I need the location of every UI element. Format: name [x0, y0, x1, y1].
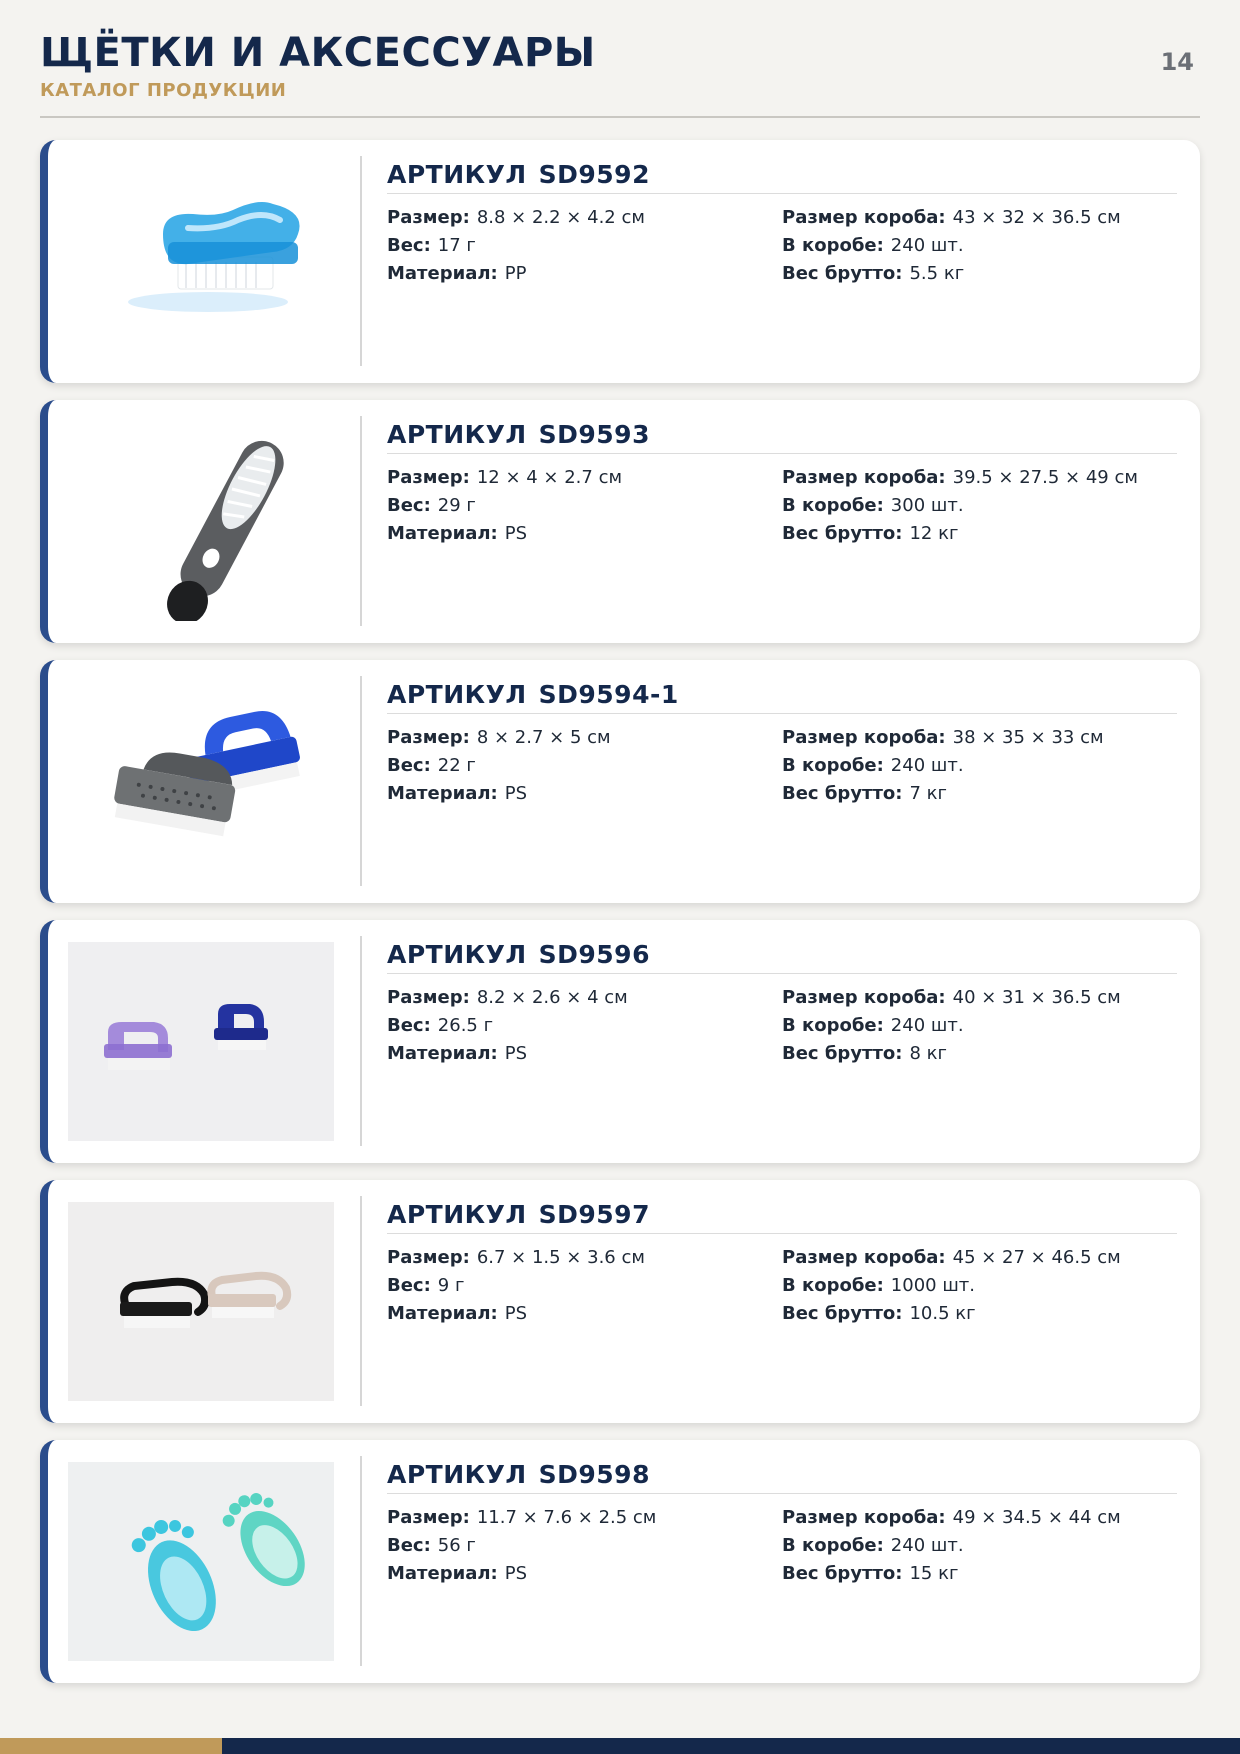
spec-box-size: Размер короба: 40 × 31 × 36.5 см [782, 987, 1121, 1008]
footer-bar-navy [222, 1738, 1240, 1754]
card-divider [360, 156, 362, 366]
product-card [40, 1440, 1200, 1683]
footer-bar-gold [0, 1738, 222, 1754]
product-card [40, 400, 1200, 643]
spec-size: Размер: 12 × 4 × 2.7 см [387, 467, 623, 488]
spec-box-size: Размер короба: 49 × 34.5 × 44 см [782, 1507, 1121, 1528]
spec-material: Материал: PP [387, 263, 527, 284]
spec-in-box: В коробе: 240 шт. [782, 1535, 964, 1556]
specs [387, 204, 1177, 288]
spec-gross-weight: Вес брутто: 12 кг [782, 523, 959, 544]
card-divider [360, 416, 362, 626]
article-code: SD9592 [538, 160, 650, 189]
spec-box-size: Размер короба: 38 × 35 × 33 см [782, 727, 1104, 748]
spec-weight: Вес: 17 г [387, 235, 476, 256]
product-info [387, 676, 1177, 808]
spec-gross-weight: Вес брутто: 5.5 кг [782, 263, 965, 284]
specs [387, 724, 1177, 808]
card-divider [360, 676, 362, 886]
spec-size: Размер: 8 × 2.7 × 5 см [387, 727, 611, 748]
article-title [387, 416, 1177, 454]
product-photo-black-and-beige-hook-brushes [68, 1202, 334, 1401]
article-label: АРТИКУЛ [387, 1200, 527, 1229]
spec-in-box: В коробе: 1000 шт. [782, 1275, 976, 1296]
spec-weight: Вес: 29 г [387, 495, 476, 516]
spec-material: Материал: PS [387, 1043, 528, 1064]
spec-box-size: Размер короба: 43 × 32 × 36.5 см [782, 207, 1121, 228]
card-divider [360, 1456, 362, 1666]
card-divider [360, 936, 362, 1146]
spec-size: Размер: 6.7 × 1.5 × 3.6 см [387, 1247, 645, 1268]
specs [387, 1244, 1177, 1328]
product-info [387, 156, 1177, 288]
spec-size: Размер: 8.2 × 2.6 × 4 см [387, 987, 628, 1008]
article-title [387, 1196, 1177, 1234]
article-label: АРТИКУЛ [387, 680, 527, 709]
article-code: SD9598 [538, 1460, 650, 1489]
product-info [387, 936, 1177, 1068]
spec-size: Размер: 11.7 × 7.6 × 2.5 см [387, 1507, 657, 1528]
spec-weight: Вес: 56 г [387, 1535, 476, 1556]
spec-material: Материал: PS [387, 1303, 528, 1324]
article-code: SD9593 [538, 420, 650, 449]
article-code: SD9594-1 [538, 680, 679, 709]
product-card [40, 660, 1200, 903]
spec-material: Материал: PS [387, 1563, 528, 1584]
spec-weight: Вес: 9 г [387, 1275, 465, 1296]
page-header [40, 30, 1200, 118]
spec-in-box: В коробе: 240 шт. [782, 235, 964, 256]
spec-gross-weight: Вес брутто: 10.5 кг [782, 1303, 976, 1324]
spec-gross-weight: Вес брутто: 15 кг [782, 1563, 959, 1584]
product-photo-foot-shaped-brushes [68, 1462, 334, 1661]
product-info [387, 1456, 1177, 1588]
article-label: АРТИКУЛ [387, 420, 527, 449]
spec-material: Материал: PS [387, 783, 528, 804]
article-label: АРТИКУЛ [387, 160, 527, 189]
spec-box-size: Размер короба: 45 × 27 × 46.5 см [782, 1247, 1121, 1268]
article-title [387, 1456, 1177, 1494]
spec-weight: Вес: 26.5 г [387, 1015, 494, 1036]
spec-box-size: Размер короба: 39.5 × 27.5 × 49 см [782, 467, 1138, 488]
spec-gross-weight: Вес брутто: 7 кг [782, 783, 947, 804]
article-label: АРТИКУЛ [387, 1460, 527, 1489]
article-code: SD9597 [538, 1200, 650, 1229]
product-photo-blue-translucent-handle-brush [68, 162, 334, 361]
article-label: АРТИКУЛ [387, 940, 527, 969]
specs [387, 984, 1177, 1068]
card-divider [360, 1196, 362, 1406]
specs [387, 464, 1177, 548]
product-card [40, 140, 1200, 383]
page-title: ЩЁТКИ И АКСЕССУАРЫ [40, 30, 596, 76]
product-card [40, 920, 1200, 1163]
product-info [387, 1196, 1177, 1328]
spec-in-box: В коробе: 300 шт. [782, 495, 964, 516]
product-photo-grey-and-blue-handle-brushes [68, 682, 334, 881]
spec-in-box: В коробе: 240 шт. [782, 1015, 964, 1036]
article-title [387, 676, 1177, 714]
product-info [387, 416, 1177, 548]
article-code: SD9596 [538, 940, 650, 969]
spec-material: Материал: PS [387, 523, 528, 544]
spec-size: Размер: 8.8 × 2.2 × 4.2 см [387, 207, 645, 228]
product-card [40, 1180, 1200, 1423]
product-photo-grey-oval-brush [68, 422, 334, 621]
product-list [40, 140, 1200, 1700]
spec-in-box: В коробе: 240 шт. [782, 755, 964, 776]
page-number: 14 [1160, 48, 1194, 76]
product-photo-purple-and-navy-hook-brushes [68, 942, 334, 1141]
spec-weight: Вес: 22 г [387, 755, 476, 776]
article-title [387, 156, 1177, 194]
page-subtitle: КАТАЛОГ ПРОДУКЦИИ [40, 80, 287, 101]
specs [387, 1504, 1177, 1588]
article-title [387, 936, 1177, 974]
spec-gross-weight: Вес брутто: 8 кг [782, 1043, 947, 1064]
